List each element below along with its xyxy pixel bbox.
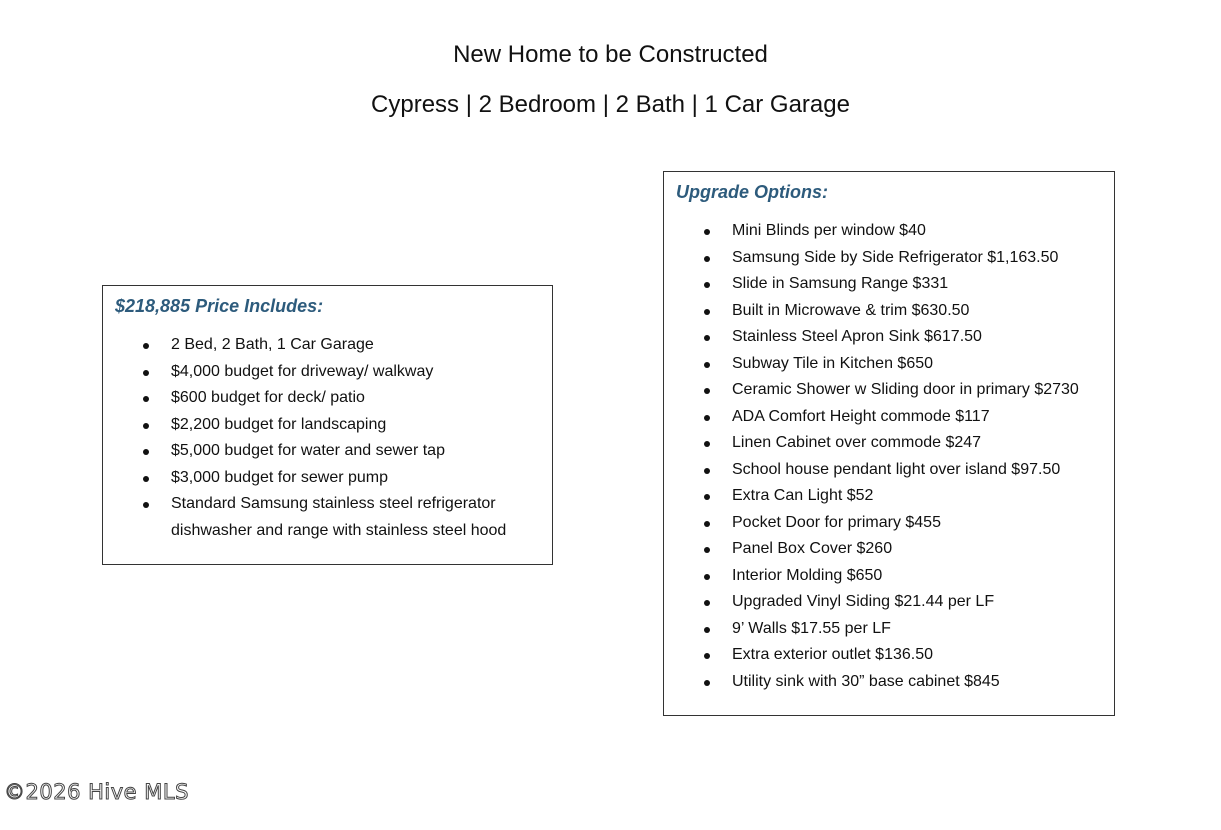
watermark: ©2026 Hive MLS [4,780,189,804]
list-item: ADA Comfort Height commode $117 [704,404,1102,431]
list-item: Ceramic Shower w Sliding door in primary $2730 [704,377,1102,404]
list-item: Built in Microwave & trim $630.50 [704,298,1102,325]
list-item: 9’ Walls $17.55 per LF [704,616,1102,643]
list-item: Pocket Door for primary $455 [704,510,1102,537]
list-item: $3,000 budget for sewer pump [143,465,540,492]
bullet-icon [143,396,149,402]
list-item: $5,000 budget for water and sewer tap [143,438,540,465]
list-item: Mini Blinds per window $40 [704,218,1102,245]
bullet-icon [704,388,710,394]
bullet-icon [704,415,710,421]
list-item: Subway Tile in Kitchen $650 [704,351,1102,378]
bullet-icon [704,309,710,315]
page-title: New Home to be Constructed [453,41,768,68]
bullet-icon [143,449,149,455]
bullet-icon [143,370,149,376]
bullet-icon [143,423,149,429]
list-item: Utility sink with 30” base cabinet $845 [704,669,1102,696]
page-subtitle: Cypress | 2 Bedroom | 2 Bath | 1 Car Garage [371,91,850,118]
bullet-icon [704,653,710,659]
list-item: Extra Can Light $52 [704,483,1102,510]
bullet-icon [704,627,710,633]
bullet-icon [704,574,710,580]
list-item: Standard Samsung stainless steel refrigerator dishwasher and range with stainless steel hood [143,491,540,544]
bullet-icon [704,547,710,553]
list-item: $2,200 budget for landscaping [143,412,540,439]
bullet-icon [143,502,149,508]
list-item: Interior Molding $650 [704,563,1102,590]
list-item: Slide in Samsung Range $331 [704,271,1102,298]
bullet-icon [704,256,710,262]
bullet-icon [143,476,149,482]
bullet-icon [704,335,710,341]
list-item: Stainless Steel Apron Sink $617.50 [704,324,1102,351]
list-item: Extra exterior outlet $136.50 [704,642,1102,669]
price-includes-list [115,332,540,544]
list-item: Samsung Side by Side Refrigerator $1,163.50 [704,245,1102,272]
list-item: $4,000 budget for driveway/ walkway [143,359,540,386]
bullet-icon [704,362,710,368]
list-item: Linen Cabinet over commode $247 [704,430,1102,457]
bullet-icon [704,229,710,235]
bullet-icon [704,468,710,474]
bullet-icon [704,494,710,500]
upgrade-options-heading: Upgrade Options: [676,182,828,202]
upgrade-options-box [663,171,1115,716]
bullet-icon [704,600,710,606]
price-includes-box [102,285,553,565]
bullet-icon [704,282,710,288]
price-includes-heading: $218,885 Price Includes: [115,296,324,316]
list-item: School house pendant light over island $97.50 [704,457,1102,484]
bullet-icon [704,441,710,447]
list-item: 2 Bed, 2 Bath, 1 Car Garage [143,332,540,359]
bullet-icon [704,521,710,527]
list-item: $600 budget for deck/ patio [143,385,540,412]
list-item: Upgraded Vinyl Siding $21.44 per LF [704,589,1102,616]
upgrade-options-list [676,218,1102,695]
list-item: Panel Box Cover $260 [704,536,1102,563]
bullet-icon [143,343,149,349]
bullet-icon [704,680,710,686]
